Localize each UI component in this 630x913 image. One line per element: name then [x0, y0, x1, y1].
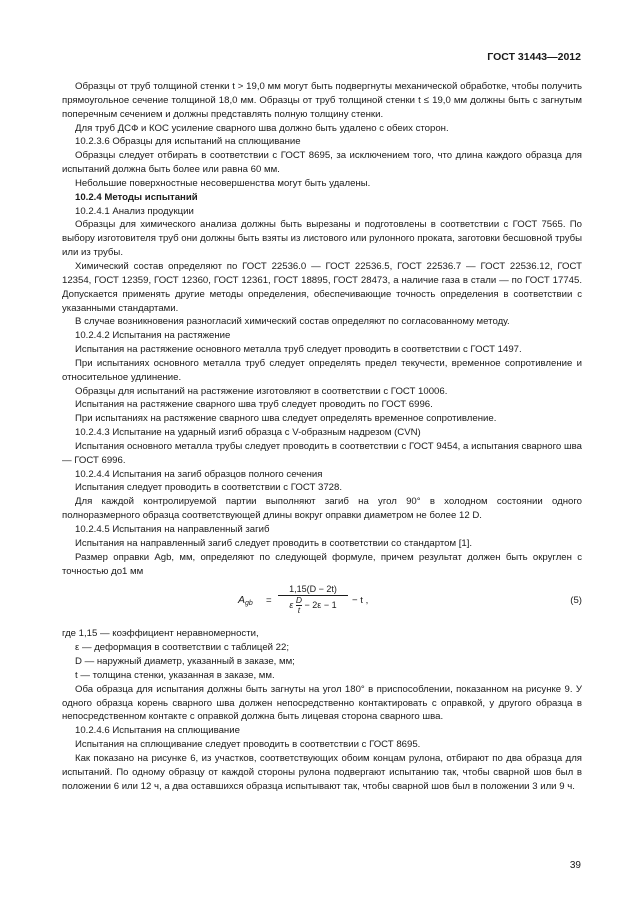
formula-5 — [62, 579, 582, 627]
page-content — [62, 80, 582, 794]
section-heading: 10.2.4.2 Испытания на растяжение — [75, 330, 231, 342]
paragraph: Химический состав определяют по ГОСТ 22536.0 — ГОСТ 22536.5, ГОСТ 22536.7 — ГОСТ 22536.12, ГОСТ 12354, ГОСТ 12359, ГОСТ 12360, ГОСТ 12361, ГОСТ 18895, ГОСТ 28473, а наличие газа в стали — по ГОСТ 17745. Допускается применять другие методы определения, обеспечивающие точность определения в соответствии с указанными стандартами. — [62, 260, 582, 314]
paragraph: При испытаниях на растяжение сварного шва следует определять временное сопротивление. — [75, 413, 497, 425]
formula-equals: = — [266, 595, 272, 607]
section-heading: 10.2.4.5 Испытания на направленный загиб — [75, 524, 270, 535]
paragraph: Небольшие поверхностные несовершенства могут быть удалены. — [75, 177, 371, 189]
formula-inner-fraction: $\frac{D}{t}$ — [295, 595, 303, 616]
formula-tail: − t , — [352, 595, 369, 607]
section-heading: 10.2.4.6 Испытания на сплющивание — [75, 725, 240, 737]
paragraph: Образцы от труб толщиной стенки t > 19,0 мм могут быть подвергнуты механической обработке, чтобы получить прямоугольное сечение толщиной 18,0 мм. Образцы от труб толщиной стенки t ≤ 19,0 мм должны быть с загнутым поперечным сечением и должны представлять полную толщину стенки. — [62, 81, 582, 120]
section-heading: 10.2.4.3 Испытание на ударный изгиб образца с V-образным надрезом (CVN) — [75, 427, 421, 439]
paragraph: Размер оправки Agb, мм, определяют по следующей формуле, причем результат должен быть округлен с точностью до1 мм — [62, 551, 582, 577]
formula-fraction — [278, 583, 348, 615]
paragraph: Образцы для химического анализа должны быть вырезаны и подготовлены в соответствии с ГОСТ 7565. По выбору изготовителя труб они должны быть взяты из листового или рулонного проката, заготовки бесшовной трубы или из трубы. — [62, 219, 582, 259]
paragraph: Испытания следует проводить в соответствии с ГОСТ 3728. — [75, 482, 343, 494]
paragraph: Для труб ДСФ и КОС усиление сварного шва должно быть удалено с обеих сторон. — [75, 122, 449, 134]
section-heading: 10.2.4.4 Испытания на загиб образцов полного сечения — [75, 468, 323, 480]
paragraph: Испытания на сплющивание следует проводить в соответствии с ГОСТ 8695. — [75, 739, 421, 751]
formula-number: (5) — [570, 595, 582, 607]
formula-denominator: ε $\frac{D}{t} - 2\varepsilon - 1$ — [289, 595, 337, 616]
definition-item: t — толщина стенки, указанная в заказе, мм. — [75, 669, 275, 681]
paragraph: Как показано на рисунке 6, из участков, соответствующих обоим концам рулона, отбирают по два образца для испытаний. По одному образцу от каждой стороны рулона подвергают испытанию так, чтобы сварной шов был в положении 6 или 12 ч, а два оставшихся образца испытывают так, чтобы сварной шов был в положении 3 или 9 ч. — [62, 752, 582, 792]
section-heading-bold: 10.2.4 Методы испытаний — [75, 191, 198, 203]
paragraph: Испытания на направленный загиб следует проводить в соответствии со стандартом [1]. — [75, 537, 473, 549]
paragraph: Оба образца для испытания должны быть загнуты на угол 180° в приспособлении, показанном на рисунке 9. У одного образца корень сварного шва должен непосредственно контактировать с оправкой, у другого образца в непосредственном контакте с оправкой должна быть лицевая сторона сварного шва. — [62, 683, 582, 723]
paragraph: Испытания основного металла трубы следует проводить в соответствии с ГОСТ 9454, а испытания сварного шва — ГОСТ 6996. — [62, 440, 582, 466]
paragraph: В случае возникновения разногласий химический состав определяют по согласованному методу. — [75, 316, 510, 328]
paragraph: Испытания на растяжение сварного шва труб следует проводить по ГОСТ 6996. — [75, 399, 433, 411]
formula-definitions — [62, 627, 582, 682]
paragraph: Образцы для испытаний на растяжение изготовляют в соответствии с ГОСТ 10006. — [75, 385, 448, 397]
paragraph: Для каждой контролируемой партии выполняют загиб на угол 90° в холодном состоянии одного полноразмерного образца соответствующей длины вокруг оправки диаметром не более 12 D. — [62, 496, 582, 522]
page-header-standard: ГОСТ 31443—2012 — [487, 51, 581, 63]
definition-item: где 1,15 — коэффициент неравномерности, — [62, 628, 259, 640]
section-heading: 10.2.3.6 Образцы для испытаний на сплющивание — [75, 136, 301, 148]
definition-item: D — наружный диаметр, указанный в заказе, мм; — [75, 656, 295, 668]
page-number: 39 — [569, 860, 581, 871]
paragraph: Испытания на растяжение основного металла труб следует проводить в соответствии с ГОСТ 1497. — [75, 344, 522, 356]
paragraph: Образцы следует отбирать в соответствии с ГОСТ 8695, за исключением того, что длина каждого образца для испытаний должна быть более или равна 60 мм. — [62, 150, 582, 176]
paragraph: При испытаниях основного металла труб следует определять предел текучести, временное сопротивление и относительное удлинение. — [62, 357, 582, 383]
formula-numerator: 1,15(D − 2t) — [278, 583, 348, 596]
section-heading: 10.2.4.1 Анализ продукции — [75, 205, 194, 217]
formula-lhs: $A_{gb}$ — [238, 594, 253, 608]
definition-item: ε — деформация в соответствии с таблицей 22; — [75, 642, 290, 654]
